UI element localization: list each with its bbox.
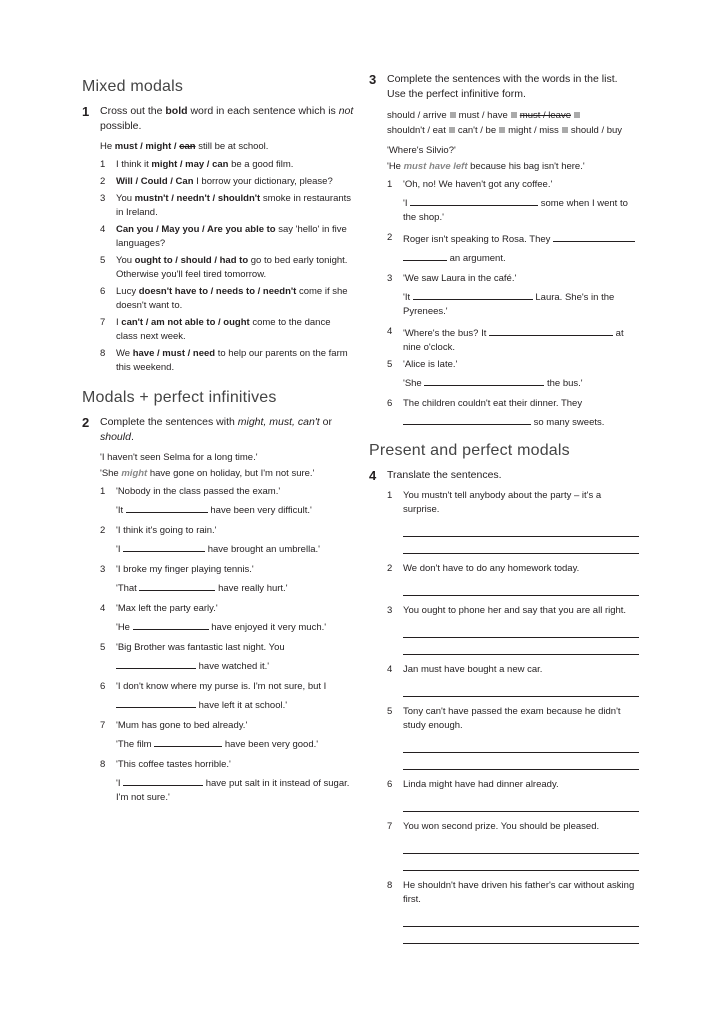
exercise-item: 4 Jan must have bought a new car. — [387, 664, 543, 675]
answer-blank[interactable] — [139, 580, 215, 591]
answer-blank[interactable] — [123, 775, 203, 786]
exercise-item: 4 'Max left the party early.' — [100, 603, 218, 614]
answer-line: 'It have been very difficult.' — [116, 502, 354, 518]
answer-line: so many sweets. — [403, 414, 639, 430]
square-bullet-icon — [511, 112, 517, 118]
answer-line[interactable] — [403, 736, 639, 753]
exercise-item[interactable]: 4 Can you / May you / Are you able to say 'hello' in five languages? — [100, 224, 347, 249]
exercise-item[interactable]: 2 Will / Could / Can I borrow your dictionary, please? — [100, 176, 333, 187]
exercise-item[interactable]: 8 We have / must / need to help our parents on the farm this weekend. — [100, 348, 348, 373]
answer-line: have left it at school.' — [116, 697, 354, 713]
exercise-3-example-question: 'Where's Silvio?' — [387, 145, 456, 156]
answer-line[interactable] — [403, 621, 639, 638]
exercise-1-example: He must / might / can still be at school. — [100, 141, 269, 152]
answer-blank[interactable] — [424, 375, 544, 386]
exercise-2-example-question: 'I haven't seen Selma for a long time.' — [100, 452, 258, 463]
answer-line: 'The film have been very good.' — [116, 736, 354, 752]
answer-line: 'I have put salt in it instead of sugar. I'm not sure.' — [116, 775, 354, 805]
exercise-item: 1 'Nobody in the class passed the exam.' — [100, 486, 281, 497]
answer-line: 'That have really hurt.' — [116, 580, 354, 596]
section-title-present-perfect-modals: Present and perfect modals — [369, 442, 570, 459]
answer-blank[interactable] — [154, 736, 222, 747]
exercise-item: 2 Roger isn't speaking to Rosa. They — [387, 231, 639, 247]
square-bullet-icon — [499, 127, 505, 133]
exercise-1-items — [82, 158, 354, 375]
answer-line: 'I have brought an umbrella.' — [116, 541, 354, 557]
answer-line[interactable] — [403, 795, 639, 812]
exercise-item[interactable]: 6 Lucy doesn't have to / needs to / needn't come if she doesn't want to. — [100, 286, 348, 311]
exercise-item[interactable]: 7 I can't / am not able to / ought come to the dance class next week. — [100, 317, 331, 342]
answer-blank[interactable] — [116, 697, 196, 708]
answer-line[interactable] — [403, 537, 639, 554]
exercise-item: 7 'Mum has gone to bed already.' — [100, 720, 248, 731]
answer-line: an argument. — [403, 250, 639, 266]
answer-line: 'He have enjoyed it very much.' — [116, 619, 354, 635]
exercise-item: 1 'Oh, no! We haven't got any coffee.' — [387, 179, 553, 190]
answer-blank[interactable] — [403, 250, 447, 261]
section-title-modals-perfect-infinitives: Modals + perfect infinitives — [82, 389, 277, 406]
answer-line[interactable] — [403, 910, 639, 927]
answer-line: 'It Laura. She's in the Pyrenees.' — [403, 289, 639, 319]
word-list: should / arrive must / have must / leave shouldn't / eat can't / be might / miss should / buy — [387, 110, 623, 136]
exercise-number: 3 — [369, 72, 377, 87]
exercise-4-items — [369, 489, 639, 944]
square-bullet-icon — [574, 112, 580, 118]
exercise-item: 6 The children couldn't eat their dinner. They — [387, 398, 583, 409]
answer-blank[interactable] — [413, 289, 533, 300]
answer-line[interactable] — [403, 638, 639, 655]
exercise-number: 4 — [369, 468, 377, 483]
exercise-item: 3 'I broke my finger playing tennis.' — [100, 564, 254, 575]
exercise-item: 7 You won second prize. You should be pleased. — [387, 821, 600, 832]
answer-blank[interactable] — [133, 619, 209, 630]
exercise-2-example-answer: 'She might have gone on holiday, but I'm not sure.' — [100, 468, 315, 479]
answer-blank[interactable] — [123, 541, 205, 552]
exercise-item: 1 You mustn't tell anybody about the party – it's a surprise. — [387, 490, 602, 515]
section-title-mixed-modals: Mixed modals — [82, 78, 184, 95]
exercise-number: 2 — [82, 415, 90, 430]
exercise-item: 6 'I don't know where my purse is. I'm not sure, but I — [100, 681, 327, 692]
answer-line: 'I some when I went to the shop.' — [403, 195, 639, 225]
exercise-item: 4 'Where's the bus? It at nine o'clock. — [387, 326, 624, 353]
answer-line[interactable] — [403, 579, 639, 596]
exercise-item: 8 He shouldn't have driven his father's car without asking first. — [387, 880, 635, 905]
exercise-item: 5 'Alice is late.' — [387, 359, 458, 370]
exercise-item: 3 'We saw Laura in the café.' — [387, 273, 517, 284]
exercise-3-instructions: 3 Complete the sentences with the words in the list. Use the perfect infinitive form. — [369, 72, 618, 100]
answer-line[interactable] — [403, 753, 639, 770]
answer-line[interactable] — [403, 927, 639, 944]
exercise-item[interactable]: 5 You ought to / should / had to go to bed early tonight. Otherwise you'll feel tired tomorrow. — [100, 255, 348, 280]
answer-blank[interactable] — [116, 658, 196, 669]
exercise-item[interactable]: 1 I think it might / may / can be a good film. — [100, 159, 294, 170]
left-column — [82, 72, 354, 811]
exercise-item: 2 We don't have to do any homework today. — [387, 563, 580, 574]
exercise-number: 1 — [82, 104, 90, 119]
exercise-item: 3 You ought to phone her and say that you are all right. — [387, 605, 627, 616]
square-bullet-icon — [449, 127, 455, 133]
answer-line: 'She the bus.' — [403, 375, 639, 391]
exercise-item: 8 'This coffee tastes horrible.' — [100, 759, 231, 770]
answer-line[interactable] — [403, 854, 639, 871]
exercise-4-instructions: 4 Translate the sentences. — [369, 468, 502, 483]
exercise-item: 5 Tony can't have passed the exam because he didn't study enough. — [387, 706, 621, 731]
answer-line[interactable] — [403, 837, 639, 854]
exercise-item: 5 'Big Brother was fantastic last night. You — [100, 642, 285, 653]
exercise-3-example-answer: 'He must have left because his bag isn't here.' — [387, 161, 585, 172]
answer-blank[interactable] — [410, 195, 538, 206]
exercise-item: 2 'I think it's going to rain.' — [100, 525, 217, 536]
answer-line: have watched it.' — [116, 658, 354, 674]
square-bullet-icon — [450, 112, 456, 118]
right-column — [369, 72, 639, 952]
answer-line[interactable] — [403, 680, 639, 697]
exercise-2-items — [82, 485, 354, 805]
exercise-item: 6 Linda might have had dinner already. — [387, 779, 559, 790]
answer-blank[interactable] — [489, 325, 613, 336]
answer-blank[interactable] — [553, 231, 635, 242]
square-bullet-icon — [562, 127, 568, 133]
exercise-3-items — [369, 178, 639, 430]
exercise-item[interactable]: 3 You mustn't / needn't / shouldn't smoke in restaurants in Ireland. — [100, 193, 352, 218]
answer-blank[interactable] — [403, 414, 531, 425]
exercise-1-instructions: 1 Cross out the bold word in each sentence which is not possible. — [82, 104, 354, 132]
answer-blank[interactable] — [126, 502, 208, 513]
answer-line[interactable] — [403, 520, 639, 537]
exercise-2-instructions: 2 Complete the sentences with might, must, can't or should. — [82, 415, 332, 443]
